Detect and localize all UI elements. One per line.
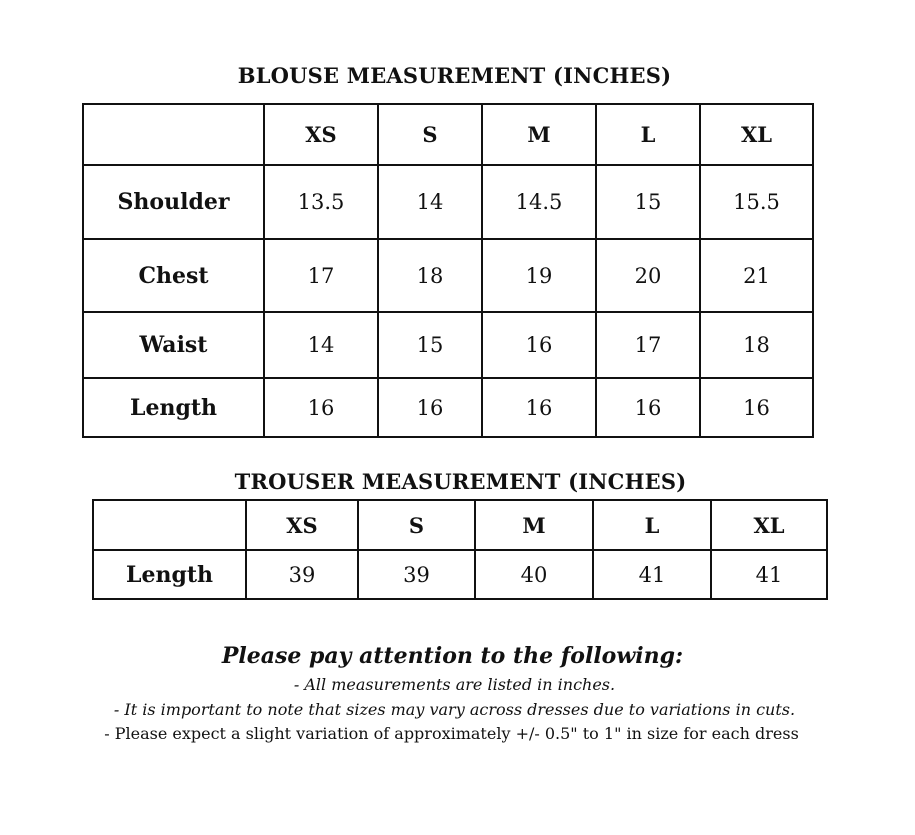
table-row — [83, 312, 813, 378]
table-cell: 39 — [246, 550, 358, 599]
size-header-xl: XL — [700, 104, 813, 165]
size-header-s: S — [378, 104, 482, 165]
size-header-s: S — [358, 500, 475, 550]
notes-section — [0, 643, 915, 747]
table-cell: 16 — [596, 378, 700, 437]
table-cell: 39 — [358, 550, 475, 599]
note-line: - Please expect a slight variation of approximately +/- 0.5" to 1" in size for each dress — [104, 724, 799, 743]
table-cell: 15.5 — [700, 165, 813, 239]
note-line: - All measurements are listed in inches. — [293, 675, 616, 694]
table-row — [83, 165, 813, 239]
table-cell: 17 — [264, 239, 378, 312]
table-cell: 16 — [700, 378, 813, 437]
table-cell: 15 — [596, 165, 700, 239]
table-cell: 15 — [378, 312, 482, 378]
note-line: - It is important to note that sizes may vary across dresses due to variations in cuts. — [113, 699, 796, 719]
size-header-xl: XL — [711, 500, 827, 550]
table-header-row — [93, 500, 827, 550]
table-cell: 16 — [482, 378, 596, 437]
table-cell: 16 — [264, 378, 378, 437]
size-header-l: L — [593, 500, 711, 550]
table-row — [93, 550, 827, 599]
table-cell: 16 — [482, 312, 596, 378]
blouse-measurement-table — [82, 103, 814, 438]
size-header-xs: XS — [264, 104, 378, 165]
table-cell: 40 — [475, 550, 593, 599]
blouse-table-title: BLOUSE MEASUREMENT (INCHES) — [237, 63, 672, 88]
size-header-m: M — [482, 104, 596, 165]
table-cell: 14.5 — [482, 165, 596, 239]
row-label-chest: Chest — [83, 239, 264, 312]
table-cell: 18 — [700, 312, 813, 378]
table-cell: 41 — [711, 550, 827, 599]
size-header-l: L — [596, 104, 700, 165]
corner-cell — [83, 104, 264, 165]
row-label-length: Length — [93, 550, 246, 599]
trouser-measurement-table — [92, 499, 828, 600]
notes-heading: Please pay attention to the following: — [221, 643, 684, 669]
table-cell: 17 — [596, 312, 700, 378]
table-cell: 13.5 — [264, 165, 378, 239]
row-label-waist: Waist — [83, 312, 264, 378]
size-header-xs: XS — [246, 500, 358, 550]
table-cell: 20 — [596, 239, 700, 312]
corner-cell — [93, 500, 246, 550]
trouser-table-title: TROUSER MEASUREMENT (INCHES) — [234, 469, 687, 494]
table-cell: 21 — [700, 239, 813, 312]
table-cell: 16 — [378, 378, 482, 437]
table-cell: 19 — [482, 239, 596, 312]
table-row — [83, 378, 813, 437]
row-label-length: Length — [83, 378, 264, 437]
table-cell: 41 — [593, 550, 711, 599]
row-label-shoulder: Shoulder — [83, 165, 264, 239]
table-cell: 14 — [264, 312, 378, 378]
table-row — [83, 239, 813, 312]
table-cell: 18 — [378, 239, 482, 312]
size-header-m: M — [475, 500, 593, 550]
table-cell: 14 — [378, 165, 482, 239]
table-header-row — [83, 104, 813, 165]
